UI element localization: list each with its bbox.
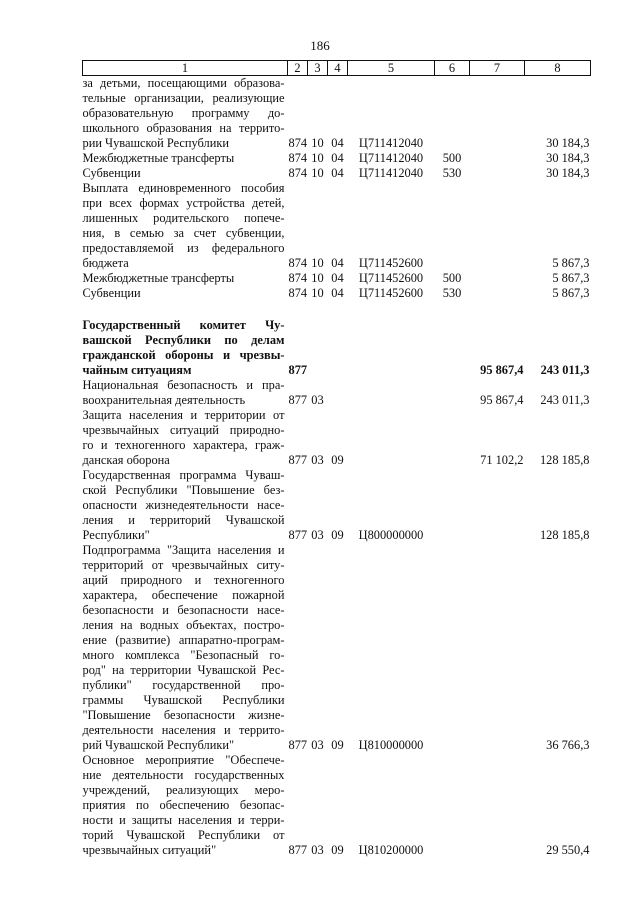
- expense-type-code: [435, 408, 470, 468]
- section-code: 03: [311, 528, 324, 542]
- subsection-code: 04: [331, 151, 344, 165]
- amount-col-8: 5 867,3: [552, 271, 590, 285]
- item-name-line: Субвенции: [82, 166, 141, 180]
- table-header: [83, 61, 591, 76]
- expense-type-code: [435, 468, 470, 543]
- header-row: [83, 61, 591, 76]
- page-number: 186: [310, 38, 330, 53]
- item-name-line: вашской Республики по делам: [82, 333, 285, 347]
- item-name-line: бюджета: [82, 256, 129, 270]
- ministry-code: 877: [288, 363, 308, 377]
- item-name-line: приятия по обеспечению безопас-: [82, 798, 285, 812]
- table-row: [83, 286, 591, 301]
- item-name: [83, 378, 288, 408]
- header-col-5: 5: [348, 61, 435, 76]
- item-name: [83, 753, 288, 858]
- ministry-code: 874: [288, 256, 308, 270]
- item-name-line: публики" государственной про-: [82, 678, 285, 692]
- amount-col-8: 243 011,3: [540, 393, 590, 407]
- section-code: 03: [311, 393, 324, 407]
- expense-type-code: [435, 543, 470, 753]
- spacer-row: [83, 301, 591, 318]
- item-name-line: Республики": [82, 528, 150, 542]
- table-row: [83, 378, 591, 408]
- subsection-code: 09: [331, 528, 344, 542]
- table-row: [83, 151, 591, 166]
- item-name-line: при всех формах устройства детей,: [82, 196, 285, 210]
- header-col-4: 4: [328, 61, 348, 76]
- section-code: 03: [311, 738, 324, 752]
- amount-col-7: 71 102,2: [480, 453, 524, 467]
- item-name-line: род" на территории Чувашской Рес-: [82, 663, 285, 677]
- item-name-line: воохранительная деятельность: [82, 393, 246, 407]
- header-col-7: 7: [470, 61, 525, 76]
- table-row: [83, 408, 591, 468]
- item-name-line: деятельности населения и террито-: [82, 723, 285, 737]
- item-name: [83, 151, 288, 166]
- expense-type-code: 500: [442, 271, 462, 285]
- amount-col-8: 5 867,3: [552, 286, 590, 300]
- amount-col-7: [470, 76, 525, 152]
- item-name: [83, 318, 288, 378]
- amount-col-8: 30 184,3: [546, 136, 590, 150]
- subsection-code: [328, 378, 348, 408]
- subsection-code: 04: [331, 256, 344, 270]
- item-name-line: Государственная программа Чуваш-: [82, 468, 285, 482]
- table-row: [83, 543, 591, 753]
- amount-col-7: [470, 543, 525, 753]
- item-name-line: территорий от чрезвычайных ситу-: [82, 558, 285, 572]
- amount-col-7: [470, 151, 525, 166]
- ministry-code: 874: [288, 166, 308, 180]
- item-name-line: Межбюджетные трансферты: [82, 271, 235, 285]
- item-name: [83, 286, 288, 301]
- table-row: [83, 468, 591, 543]
- item-name-line: данская оборона: [82, 453, 170, 467]
- item-name-line: образовательную программу до-: [82, 106, 285, 120]
- target-item-code: Ц711412040: [358, 151, 424, 165]
- item-name-line: характера, обеспечение пожарной: [82, 588, 285, 602]
- item-name-line: аций природного и техногенного: [82, 573, 285, 587]
- item-name: [83, 76, 288, 152]
- item-name-line: ности и защиты населения и терри-: [82, 813, 285, 827]
- section-code: 10: [311, 151, 324, 165]
- expense-type-code: 500: [442, 151, 462, 165]
- item-name-line: Основное мероприятие "Обеспече-: [82, 753, 285, 767]
- item-name: [83, 543, 288, 753]
- section-code: [308, 318, 328, 378]
- expense-type-code: [435, 753, 470, 858]
- expense-type-code: [435, 378, 470, 408]
- amount-col-7: [470, 181, 525, 271]
- item-name-line: "Повышение безопасности жизне-: [82, 708, 285, 722]
- table-row: [83, 166, 591, 181]
- item-name-line: торий Чувашской Республики от: [82, 828, 285, 842]
- subsection-code: 04: [331, 166, 344, 180]
- section-code: 10: [311, 286, 324, 300]
- item-name: [83, 166, 288, 181]
- subsection-code: 09: [331, 738, 344, 752]
- target-item-code: [348, 318, 435, 378]
- section-code: 10: [311, 256, 324, 270]
- ministry-code: 877: [288, 453, 308, 467]
- item-name-line: школьного образования на террито-: [82, 121, 285, 135]
- amount-col-8: 243 011,3: [540, 363, 590, 377]
- amount-col-7: [470, 286, 525, 301]
- item-name-line: Государственный комитет Чу-: [82, 318, 285, 332]
- subsection-code: 09: [331, 453, 344, 467]
- amount-col-8: 30 184,3: [546, 151, 590, 165]
- item-name-line: Субвенции: [82, 286, 141, 300]
- ministry-code: 874: [288, 271, 308, 285]
- item-name: [83, 271, 288, 286]
- amount-col-7: [470, 468, 525, 543]
- item-name-line: Защита населения и территории от: [82, 408, 285, 422]
- amount-col-8: 128 185,8: [539, 528, 590, 542]
- item-name: [83, 468, 288, 543]
- ministry-code: 877: [288, 393, 308, 407]
- amount-col-7: 95 867,4: [480, 393, 524, 407]
- item-name-line: предоставляемой из федерального: [82, 241, 285, 255]
- target-item-code: Ц711412040: [358, 166, 424, 180]
- target-item-code: Ц711452600: [358, 256, 424, 270]
- amount-col-8: 30 184,3: [546, 166, 590, 180]
- table-row: [83, 181, 591, 271]
- item-name-line: рий Чувашской Республики": [82, 738, 235, 752]
- item-name-line: ния, в семью за счет субвенции,: [82, 226, 285, 240]
- item-name-line: учреждений, реализующих меро-: [82, 783, 285, 797]
- item-name-line: го и техногенного характера, граж-: [82, 438, 285, 452]
- amount-col-8: 128 185,8: [539, 453, 590, 467]
- subsection-code: 04: [331, 136, 344, 150]
- section-code: 03: [311, 843, 324, 857]
- target-item-code: Ц711452600: [358, 271, 424, 285]
- item-name-line: за детьми, посещающими образова-: [82, 76, 285, 90]
- target-item-code: [348, 408, 435, 468]
- amount-col-7: [470, 166, 525, 181]
- item-name: [83, 181, 288, 271]
- ministry-code: 877: [288, 843, 308, 857]
- ministry-code: 877: [288, 738, 308, 752]
- item-name-line: опасности жизнедеятельности насе-: [82, 498, 285, 512]
- item-name-line: Национальная безопасность и пра-: [82, 378, 285, 392]
- item-name-line: много комплекса "Безопасный го-: [82, 648, 285, 662]
- spacer-cell: [83, 301, 591, 318]
- target-item-code: Ц800000000: [358, 528, 424, 542]
- ministry-code: 877: [288, 528, 308, 542]
- budget-table: [82, 60, 591, 858]
- expense-type-code: [435, 76, 470, 152]
- item-name-line: чайным ситуациям: [82, 363, 192, 377]
- item-name-line: безопасности и безопасности насе-: [82, 603, 285, 617]
- table-row: [83, 753, 591, 858]
- item-name-line: ской Республики "Повышение без-: [82, 483, 285, 497]
- header-col-6: 6: [435, 61, 470, 76]
- section-code: 10: [311, 166, 324, 180]
- amount-col-7: [470, 271, 525, 286]
- target-item-code: Ц810000000: [358, 738, 424, 752]
- section-code: 03: [311, 453, 324, 467]
- item-name-line: Межбюджетные трансферты: [82, 151, 235, 165]
- ministry-code: 874: [288, 136, 308, 150]
- table-row: [83, 318, 591, 378]
- subsection-code: [328, 318, 348, 378]
- subsection-code: 04: [331, 286, 344, 300]
- item-name: [83, 408, 288, 468]
- ministry-code: 874: [288, 151, 308, 165]
- header-col-8: 8: [525, 61, 591, 76]
- subsection-code: 09: [331, 843, 344, 857]
- header-col-1: 1: [83, 61, 288, 76]
- expense-type-code: [435, 181, 470, 271]
- item-name-line: Подпрограмма "Защита населения и: [82, 543, 285, 557]
- amount-col-7: [470, 753, 525, 858]
- section-code: 10: [311, 136, 324, 150]
- expense-type-code: 530: [442, 166, 462, 180]
- target-item-code: Ц711412040: [358, 136, 424, 150]
- table-row: [83, 271, 591, 286]
- subsection-code: 04: [331, 271, 344, 285]
- item-name-line: лишенных родительского попече-: [82, 211, 285, 225]
- target-item-code: [348, 378, 435, 408]
- header-col-2: 2: [288, 61, 308, 76]
- section-code: 10: [311, 271, 324, 285]
- amount-col-8: 5 867,3: [552, 256, 590, 270]
- item-name-line: ение (развитие) аппаратно-програм-: [82, 633, 285, 647]
- item-name-line: ления на водных объектах, постро-: [82, 618, 285, 632]
- item-name-line: тельные организации, реализующие: [82, 91, 285, 105]
- target-item-code: Ц810200000: [358, 843, 424, 857]
- table-row: [83, 76, 591, 152]
- target-item-code: Ц711452600: [358, 286, 424, 300]
- amount-col-7: 95 867,4: [480, 363, 524, 377]
- item-name-line: ние деятельности государственных: [82, 768, 285, 782]
- item-name-line: рии Чувашской Республики: [82, 136, 230, 150]
- ministry-code: 874: [288, 286, 308, 300]
- expense-type-code: 530: [442, 286, 462, 300]
- item-name-line: гражданской обороны и чрезвы-: [82, 348, 285, 362]
- header-col-3: 3: [308, 61, 328, 76]
- amount-col-8: 36 766,3: [546, 738, 590, 752]
- amount-col-8: 29 550,4: [546, 843, 590, 857]
- item-name-line: граммы Чувашской Республики: [82, 693, 285, 707]
- item-name-line: чрезвычайных ситуаций природно-: [82, 423, 285, 437]
- item-name-line: Выплата единовременного пособия: [82, 181, 285, 195]
- expense-type-code: [435, 318, 470, 378]
- item-name-line: ления и территорий Чувашской: [82, 513, 285, 527]
- table-body: [83, 76, 591, 859]
- item-name-line: чрезвычайных ситуаций": [82, 843, 217, 857]
